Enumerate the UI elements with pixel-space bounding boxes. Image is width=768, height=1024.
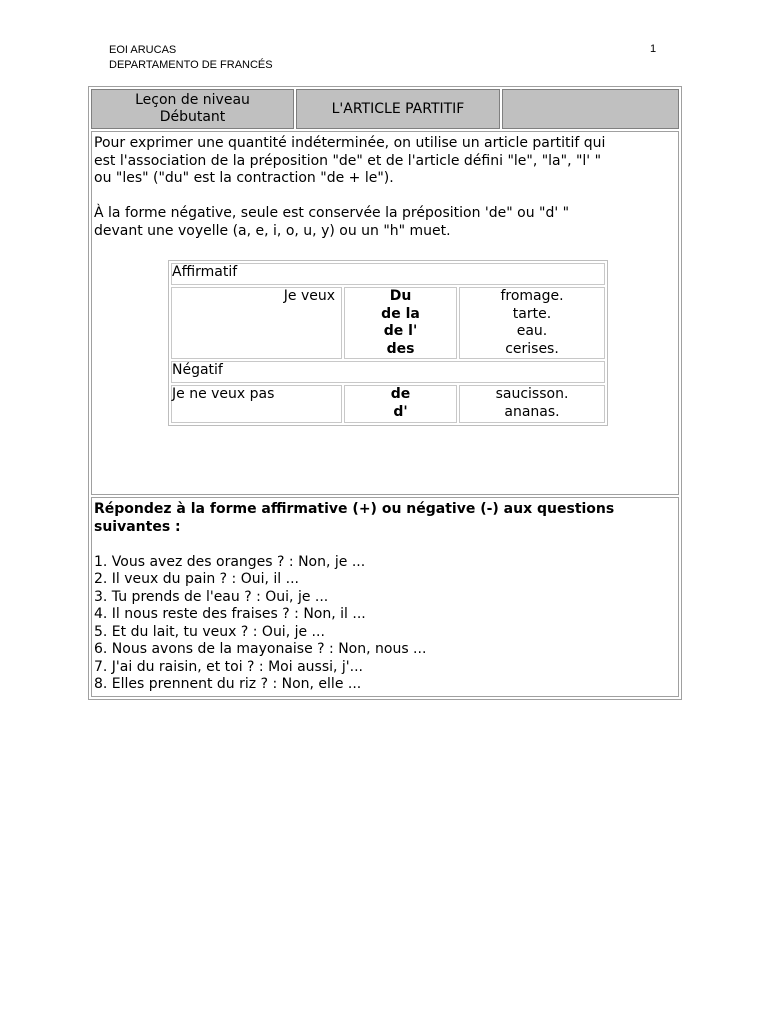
- question-item: 2. Il veux du pain ? : Oui, il ...: [94, 571, 299, 587]
- page-number: 1: [650, 43, 657, 55]
- article: des: [386, 340, 415, 357]
- department-name: DEPARTAMENTO DE FRANCÉS: [109, 59, 273, 71]
- affirmative-header: [171, 263, 605, 285]
- noun: fromage.: [500, 288, 564, 304]
- empty-title-cell: [502, 89, 679, 129]
- noun: cerises.: [505, 340, 559, 357]
- negative-header: [171, 361, 605, 383]
- negative-articles: [344, 385, 457, 423]
- negative-nouns: [459, 385, 605, 423]
- affirmative-subject: Je veux: [171, 287, 342, 359]
- exercise-instruction: suivantes :: [94, 518, 181, 535]
- level-line-2: Débutant: [159, 109, 226, 125]
- explanation-panel: [91, 131, 679, 495]
- negative-label: Négatif: [172, 362, 223, 378]
- noun: tarte.: [512, 305, 552, 322]
- explanation-line: est l'association de la préposition "de" et de l'article défini "le", "la", "l' ": [94, 152, 602, 169]
- question-item: 8. Elles prennent du riz ? : Non, elle ...: [94, 676, 362, 692]
- lesson-table: [88, 86, 682, 700]
- question-item: 6. Nous avons de la mayonaise ? : Non, nous ...: [94, 641, 427, 657]
- noun: saucisson.: [495, 386, 569, 402]
- question-item: 1. Vous avez des oranges ? : Non, je ...: [94, 553, 366, 570]
- topic-cell: [296, 89, 500, 129]
- explanation-line: À la forme négative, seule est conservée la préposition 'de" ou "d' ": [94, 205, 570, 221]
- noun: ananas.: [504, 403, 560, 420]
- level-line-1: Leçon de niveau: [135, 92, 250, 108]
- explanation-line: Pour exprimer une quantité indéterminée, on utilise un article partitif qui: [94, 135, 606, 151]
- exercise-instruction: Répondez à la forme affirmative (+) ou négative (-) aux questions: [94, 501, 615, 517]
- level-cell: [91, 89, 294, 129]
- document-header: [109, 43, 273, 73]
- affirmative-nouns: [459, 287, 605, 359]
- article: de la: [381, 305, 420, 322]
- explanation-line: ou "les" ("du" est la contraction "de + le").: [94, 170, 394, 186]
- article: Du: [389, 288, 412, 304]
- negative-subject: Je ne veux pas: [171, 385, 342, 423]
- partitive-table: [168, 260, 608, 426]
- school-name: EOI ARUCAS: [109, 44, 177, 56]
- topic-title: L'ARTICLE PARTITIF: [331, 100, 465, 117]
- article: de l': [383, 323, 418, 339]
- title-row: [91, 89, 679, 129]
- explanation-line: devant une voyelle (a, e, i, o, u, y) ou un "h" muet.: [94, 222, 451, 239]
- affirmative-articles: [344, 287, 457, 359]
- article: d': [393, 403, 408, 420]
- noun: eau.: [516, 323, 548, 339]
- question-item: 5. Et du lait, tu veux ? : Oui, je ...: [94, 623, 325, 640]
- affirmative-label: Affirmatif: [172, 264, 238, 280]
- exercise-panel: [91, 497, 679, 697]
- question-item: 3. Tu prends de l'eau ? : Oui, je ...: [94, 588, 329, 605]
- question-item: 4. Il nous reste des fraises ? : Non, il ...: [94, 606, 366, 622]
- article: de: [390, 386, 411, 402]
- question-item: 7. J'ai du raisin, et toi ? : Moi aussi, j'...: [94, 658, 363, 675]
